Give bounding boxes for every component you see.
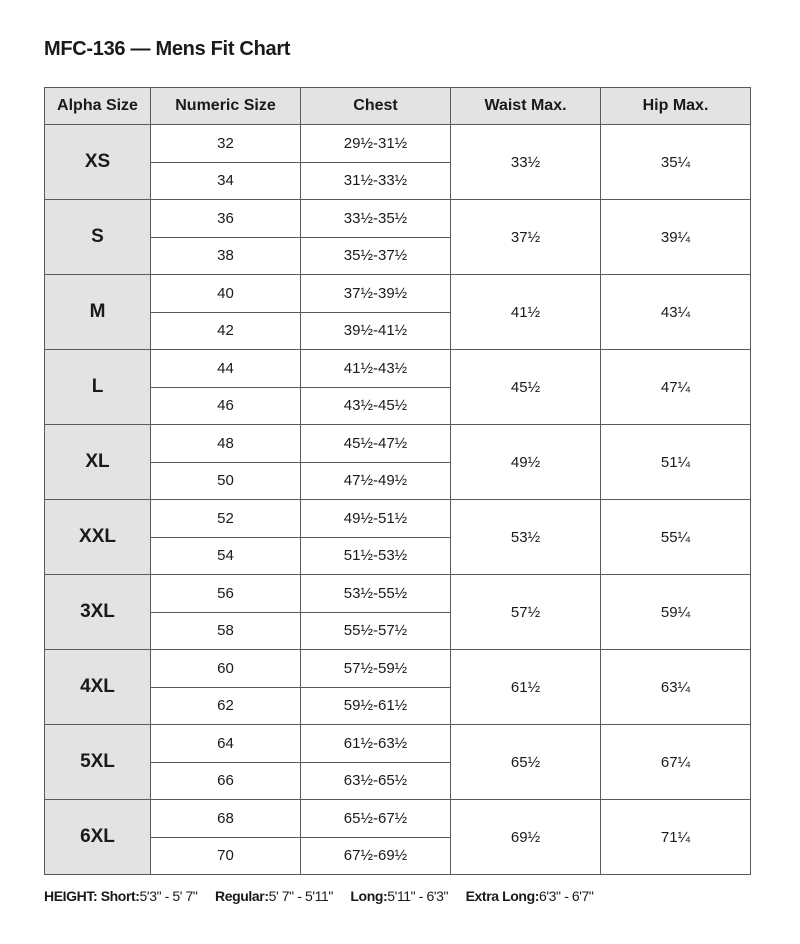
height-regular-label: Regular: [215,888,269,904]
numeric-size-cell: 64 [151,725,301,763]
chest-cell: 37½-39½ [301,275,451,313]
height-short-label: Short: [100,888,140,904]
chest-cell: 51½-53½ [301,537,451,575]
numeric-size-cell: 34 [151,162,301,200]
header-numeric-size: Numeric Size [151,88,301,125]
chest-cell: 59½-61½ [301,687,451,725]
waist-max-cell: 53½ [451,500,601,575]
height-long-value: 5'11" - 6'3" [387,888,449,904]
alpha-size-cell: XXL [45,500,151,575]
height-regular [215,888,336,904]
waist-max-cell: 37½ [451,200,601,275]
numeric-size-cell: 68 [151,800,301,838]
hip-max-cell: 67¼ [601,725,751,800]
table-body [45,125,751,875]
alpha-size-cell: 6XL [45,800,151,875]
numeric-size-cell: 62 [151,687,301,725]
chest-cell: 57½-59½ [301,650,451,688]
waist-max-cell: 61½ [451,650,601,725]
header-alpha-size: Alpha Size [45,88,151,125]
chest-cell: 61½-63½ [301,725,451,763]
chest-cell: 65½-67½ [301,800,451,838]
height-extra-long-label: Extra Long: [465,888,539,904]
chest-cell: 41½-43½ [301,350,451,388]
chest-cell: 39½-41½ [301,312,451,350]
numeric-size-cell: 48 [151,425,301,463]
fit-chart-table [44,87,751,875]
alpha-size-cell: 5XL [45,725,151,800]
chest-cell: 33½-35½ [301,200,451,238]
height-legend [44,888,607,904]
chest-cell: 49½-51½ [301,500,451,538]
height-label: HEIGHT: [44,888,98,904]
numeric-size-cell: 32 [151,125,301,163]
height-extra-long-value: 6'3" - 6'7" [539,888,594,904]
height-long [350,888,451,904]
chest-cell: 45½-47½ [301,425,451,463]
hip-max-cell: 47¼ [601,350,751,425]
numeric-size-cell: 38 [151,237,301,275]
numeric-size-cell: 60 [151,650,301,688]
header-waist-max: Waist Max. [451,88,601,125]
hip-max-cell: 51¼ [601,425,751,500]
numeric-size-cell: 54 [151,537,301,575]
chest-cell: 53½-55½ [301,575,451,613]
alpha-size-cell: S [45,200,151,275]
chest-cell: 43½-45½ [301,387,451,425]
numeric-size-cell: 56 [151,575,301,613]
height-short [101,888,201,904]
height-short-value: 5'3" - 5' 7" [139,888,198,904]
alpha-size-cell: XS [45,125,151,200]
chest-cell: 55½-57½ [301,612,451,650]
table-row [45,725,751,763]
waist-max-cell: 69½ [451,800,601,875]
numeric-size-cell: 66 [151,762,301,800]
waist-max-cell: 65½ [451,725,601,800]
table-row [45,350,751,388]
hip-max-cell: 71¼ [601,800,751,875]
height-long-label: Long: [350,888,388,904]
table-row [45,650,751,688]
table-row [45,275,751,313]
alpha-size-cell: M [45,275,151,350]
alpha-size-cell: L [45,350,151,425]
alpha-size-cell: 4XL [45,650,151,725]
numeric-size-cell: 44 [151,350,301,388]
header-hip-max: Hip Max. [601,88,751,125]
numeric-size-cell: 50 [151,462,301,500]
chest-cell: 47½-49½ [301,462,451,500]
hip-max-cell: 43¼ [601,275,751,350]
height-extra-long [466,888,594,904]
waist-max-cell: 57½ [451,575,601,650]
chest-cell: 29½-31½ [301,125,451,163]
table-row [45,125,751,163]
chest-cell: 35½-37½ [301,237,451,275]
table-row [45,200,751,238]
waist-max-cell: 33½ [451,125,601,200]
alpha-size-cell: 3XL [45,575,151,650]
alpha-size-cell: XL [45,425,151,500]
waist-max-cell: 49½ [451,425,601,500]
waist-max-cell: 45½ [451,350,601,425]
table-row [45,575,751,613]
chest-cell: 67½-69½ [301,837,451,875]
waist-max-cell: 41½ [451,275,601,350]
numeric-size-cell: 40 [151,275,301,313]
header-chest: Chest [301,88,451,125]
hip-max-cell: 39¼ [601,200,751,275]
height-regular-value: 5' 7" - 5'11" [268,888,333,904]
hip-max-cell: 55¼ [601,500,751,575]
table-header [45,88,751,125]
hip-max-cell: 63¼ [601,650,751,725]
numeric-size-cell: 70 [151,837,301,875]
numeric-size-cell: 52 [151,500,301,538]
hip-max-cell: 35¼ [601,125,751,200]
numeric-size-cell: 46 [151,387,301,425]
page-title: MFC-136 — Mens Fit Chart [44,38,291,60]
hip-max-cell: 59¼ [601,575,751,650]
numeric-size-cell: 36 [151,200,301,238]
table-row [45,425,751,463]
chest-cell: 63½-65½ [301,762,451,800]
numeric-size-cell: 42 [151,312,301,350]
table-row [45,800,751,838]
numeric-size-cell: 58 [151,612,301,650]
table-row [45,500,751,538]
chest-cell: 31½-33½ [301,162,451,200]
header-row [45,88,751,125]
